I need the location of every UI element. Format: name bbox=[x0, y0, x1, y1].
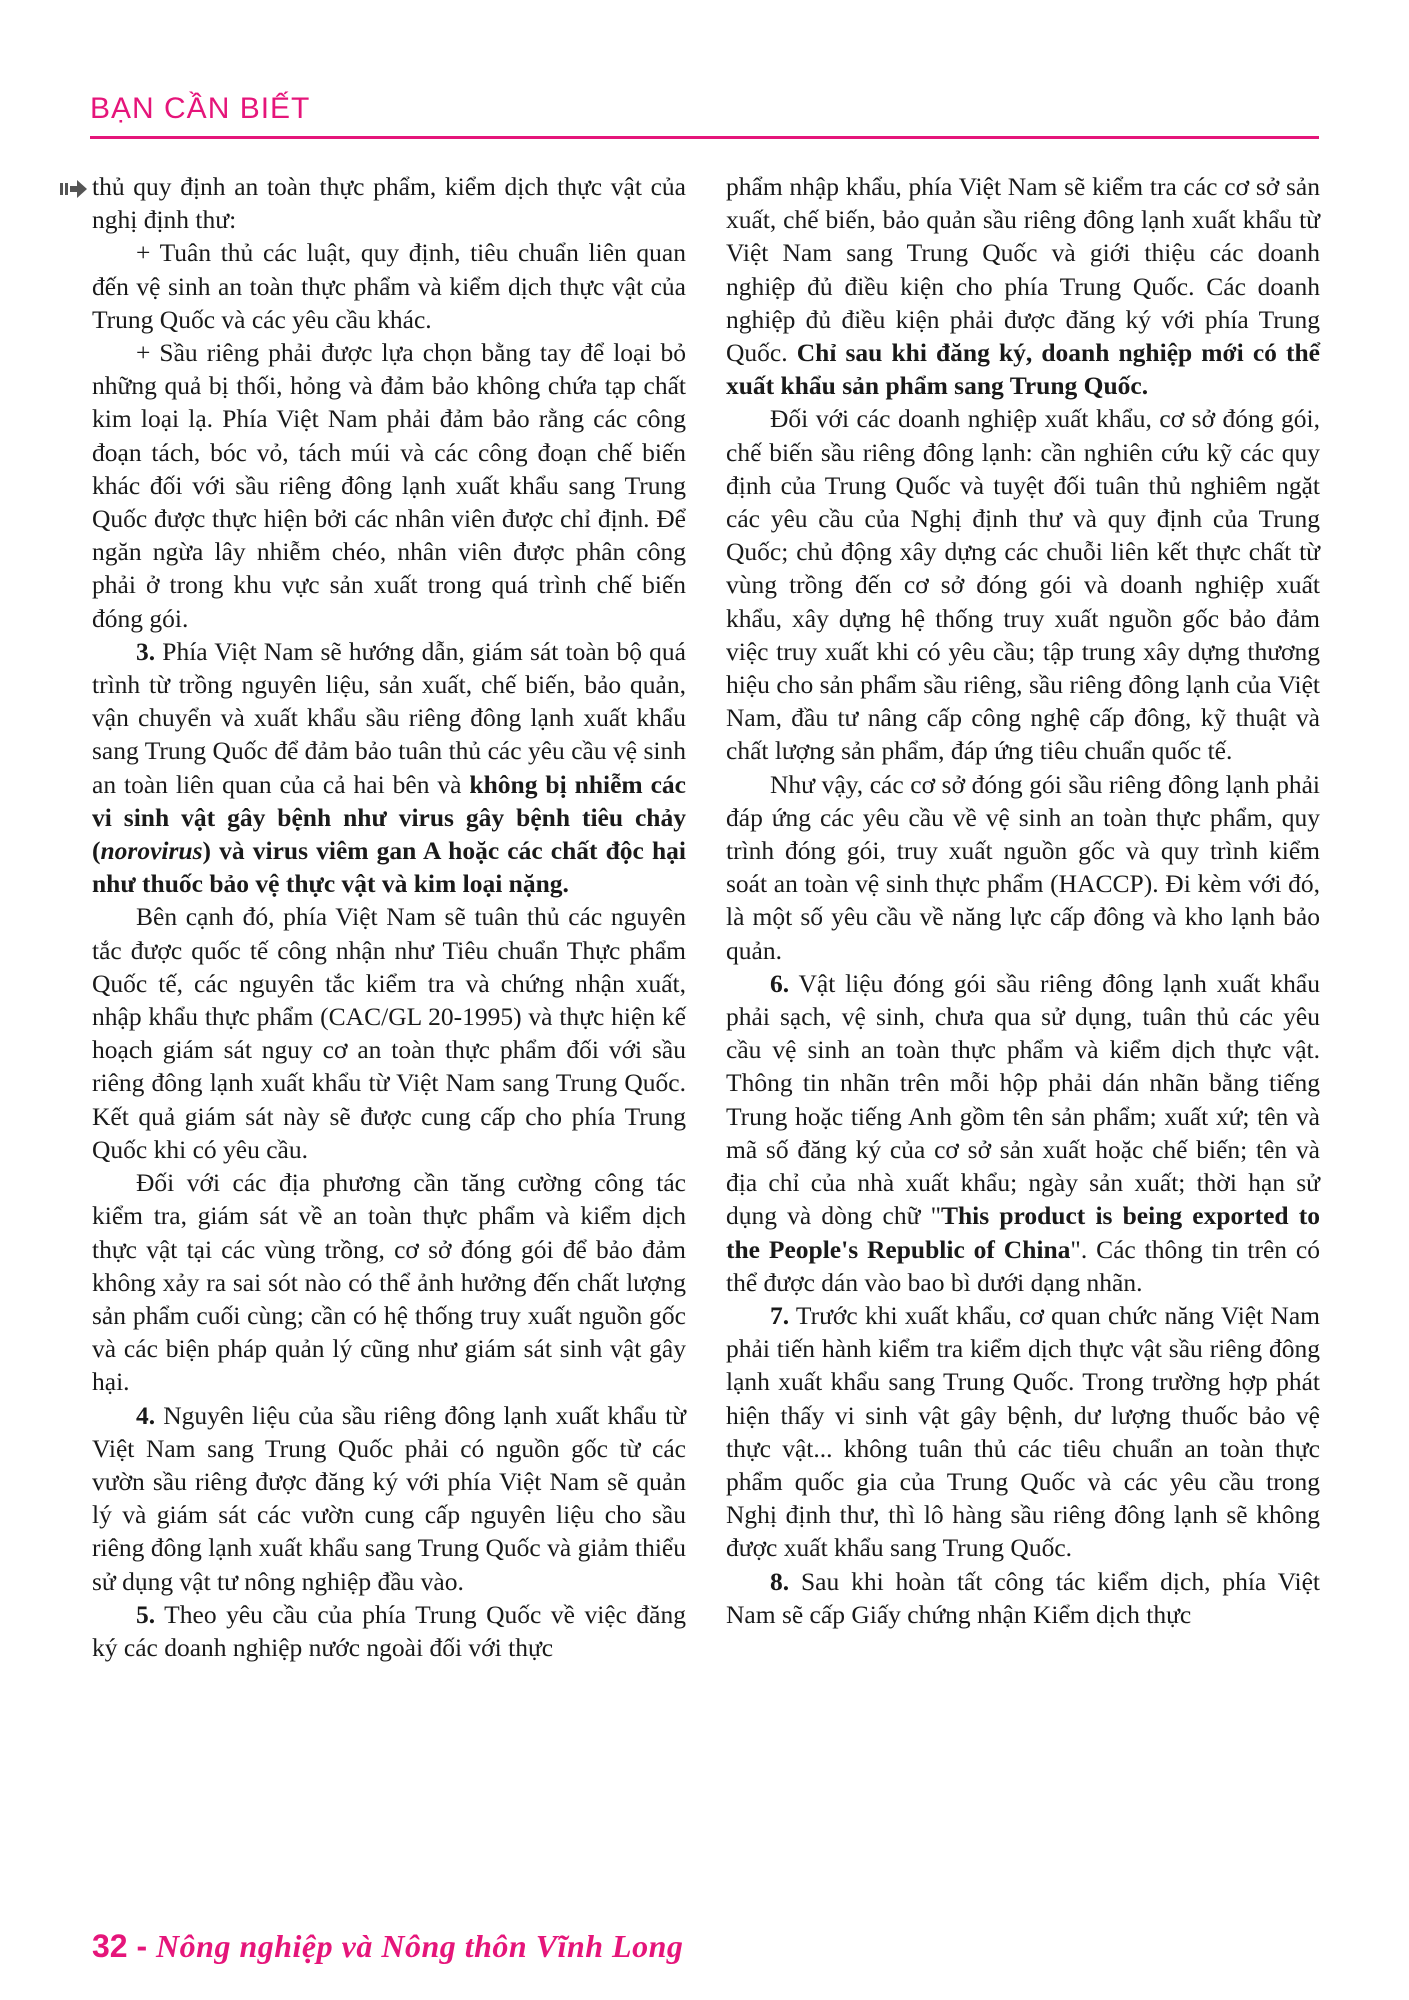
bold-text: This product is being exported to the People's Republic of China bbox=[726, 1201, 1320, 1264]
item-number: 5. bbox=[136, 1599, 156, 1629]
item-number: 3. bbox=[136, 636, 156, 666]
item-number: 6. bbox=[770, 968, 790, 998]
paragraph bbox=[92, 1399, 686, 1598]
paragraph bbox=[726, 1565, 1320, 1631]
paragraph-text: Trước khi xuất khẩu, cơ quan chức năng Việt Nam phải tiến hành kiểm tra kiểm dịch thực vật sầu riêng đông lạnh xuất khẩu sang Trung Quốc. Trong trường hợp phát hiện thấy vi sinh vật gây bệnh, dư lượng thuốc bảo vệ thực vật... không tuân thủ các tiêu chuẩn an toàn thực phẩm quốc gia của Trung Quốc và các yêu cầu trong Nghị định thư, thì lô hàng sầu riêng đông lạnh sẽ không được xuất khẩu sang Trung Quốc. bbox=[726, 1300, 1320, 1563]
paragraph bbox=[726, 967, 1320, 1299]
paragraph-text: Nguyên liệu của sầu riêng đông lạnh xuất khẩu từ Việt Nam sang Trung Quốc phải có nguồn gốc từ các vườn sầu riêng được đăng ký với phía Việt Nam sẽ quản lý và giám sát các vườn cung cấp nguyên liệu cho sầu riêng đông lạnh xuất khẩu sang Trung Quốc và giảm thiểu sử dụng vật tư nông nghiệp đầu vào. bbox=[92, 1400, 686, 1596]
paragraph bbox=[92, 635, 686, 901]
footer-separator: - bbox=[127, 1928, 157, 1964]
bold-text: Chỉ sau khi đăng ký, doanh nghiệp mới có thể xuất khẩu sản phẩm sang Trung Quốc. bbox=[726, 338, 1320, 401]
paragraph-text: Vật liệu đóng gói sầu riêng đông lạnh xuất khẩu phải sạch, vệ sinh, chưa qua sử dụng, tuân thủ các yêu cầu vệ sinh an toàn thực phẩm và kiểm dịch thực vật. Thông tin nhãn trên mỗi hộp phải dán nhãn bằng tiếng Trung hoặc tiếng Anh gồm tên sản phẩm; xuất xứ; tên và mã số đăng ký của cơ sở sản xuất hoặc chế biến; tên và địa chỉ của nhà xuất khẩu; ngày sản xuất; thời hạn sử dụng và dòng chữ " bbox=[726, 968, 1320, 1231]
section-header: BẠN CẦN BIẾT bbox=[90, 92, 311, 125]
item-number: 4. bbox=[136, 1400, 156, 1430]
bold-text: ) và virus viêm gan A hoặc các chất độc hại như thuốc bảo vệ thực vật và kim loại nặng. bbox=[92, 836, 686, 899]
page-number: 32 bbox=[92, 1928, 128, 1964]
item-number: 7. bbox=[770, 1300, 790, 1330]
paragraph: Đối với các doanh nghiệp xuất khẩu, cơ sở đóng gói, chế biến sầu riêng đông lạnh: cần nghiên cứu kỹ các quy định của Trung Quốc và tuyệt đối tuân thủ nghiêm ngặt các yêu cầu của Nghị định thư và quy định của Trung Quốc; chủ động xây dựng các chuỗi liên kết thực chất từ vùng trồng đến cơ sở đóng gói và doanh nghiệp xuất khẩu, xây dựng hệ thống truy xuất nguồn gốc bảo đảm việc truy xuất khi có yêu cầu; tập trung xây dựng thương hiệu cho sản phẩm sầu riêng, sầu riêng đông lạnh của Việt Nam, đầu tư nâng cấp công nghệ cấp đông, kỹ thuật và chất lượng sản phẩm, đáp ứng tiêu chuẩn quốc tế. bbox=[726, 404, 1320, 766]
left-column bbox=[92, 170, 686, 1664]
paragraph bbox=[726, 1299, 1320, 1565]
paragraph: thủ quy định an toàn thực phẩm, kiểm dịch thực vật của nghị định thư: bbox=[92, 172, 686, 235]
right-column bbox=[726, 170, 1320, 1631]
paragraph-text: Phía Việt Nam sẽ hướng dẫn, giám sát toàn bộ quá trình từ trồng nguyên liệu, sản xuất, chế biến, bảo quản, vận chuyển và xuất khẩu sầu riêng đông lạnh xuất khẩu sang Trung Quốc để đảm bảo tuân thủ các yêu cầu vệ sinh an toàn liên quan của cả hai bên và bbox=[92, 636, 686, 799]
paragraph: + Sầu riêng phải được lựa chọn bằng tay để loại bỏ những quả bị thối, hỏng và đảm bảo không chứa tạp chất kim loại lạ. Phía Việt Nam phải đảm bảo rằng các công đoạn tách, bóc vỏ, tách múi và các công đoạn chế biến khác đối với sầu riêng đông lạnh xuất khẩu sang Trung Quốc được thực hiện bởi các nhân viên được chỉ định. Để ngăn ngừa lây nhiễm chéo, nhân viên được phân công phải ở trong khu vực sản xuất trong quá trình chế biến đóng gói. bbox=[92, 338, 686, 633]
paragraph-text: ". Các thông tin trên có thể được dán vào bao bì dưới dạng nhãn. bbox=[726, 1234, 1320, 1297]
item-number: 8. bbox=[770, 1566, 790, 1596]
paragraph bbox=[726, 170, 1320, 402]
arrow-right-icon bbox=[60, 178, 88, 200]
header-rule bbox=[90, 136, 1319, 139]
paragraph: + Tuân thủ các luật, quy định, tiêu chuẩn liên quan đến vệ sinh an toàn thực phẩm và kiểm dịch thực vật của Trung Quốc và các yêu cầu khác. bbox=[92, 238, 686, 334]
paragraph-text: phẩm nhập khẩu, phía Việt Nam sẽ kiểm tra các cơ sở sản xuất, chế biến, bảo quản sầu riêng đông lạnh xuất khẩu từ Việt Nam sang Trung Quốc và giới thiệu các doanh nghiệp đủ điều kiện cho phía Trung Quốc. Các doanh nghiệp đủ điều kiện phải được đăng ký với phía Trung Quốc. bbox=[726, 172, 1320, 368]
page-footer bbox=[92, 1928, 683, 1965]
paragraph: Bên cạnh đó, phía Việt Nam sẽ tuân thủ các nguyên tắc được quốc tế công nhận như Tiêu chuẩn Thực phẩm Quốc tế, các nguyên tắc kiểm tra và chứng nhận xuất, nhập khẩu thực phẩm (CAC/GL 20-1995) và thực hiện kế hoạch giám sát nguy cơ an toàn thực phẩm đối với sầu riêng đông lạnh xuất khẩu từ Việt Nam sang Trung Quốc. Kết quả giám sát này sẽ được cung cấp cho phía Trung Quốc khi có yêu cầu. bbox=[92, 902, 686, 1164]
paragraph-text: Theo yêu cầu của phía Trung Quốc về việc đăng ký các doanh nghiệp nước ngoài đối với thực bbox=[92, 1599, 686, 1662]
paragraph: Đối với các địa phương cần tăng cường công tác kiểm tra, giám sát về an toàn thực phẩm và kiểm dịch thực vật tại các vùng trồng, cơ sở đóng gói để bảo đảm không xảy ra sai sót nào có thể ảnh hưởng đến chất lượng sản phẩm cuối cùng; cần có hệ thống truy xuất nguồn gốc và các biện pháp quản lý cũng như giám sát sinh vật gây hại. bbox=[92, 1168, 686, 1397]
magazine-title: Nông nghiệp và Nông thôn Vĩnh Long bbox=[156, 1928, 684, 1964]
paragraph-text: Sau khi hoàn tất công tác kiểm dịch, phía Việt Nam sẽ cấp Giấy chứng nhận Kiểm dịch thực bbox=[726, 1566, 1320, 1629]
paragraph: Như vậy, các cơ sở đóng gói sầu riêng đông lạnh phải đáp ứng các yêu cầu về vệ sinh an toàn thực phẩm, quy trình đóng gói, truy xuất nguồn gốc và quy trình kiểm soát an toàn vệ sinh thực phẩm (HACCP). Đi kèm với đó, là một số yêu cầu về năng lực cấp đông và kho lạnh bảo quản. bbox=[726, 769, 1320, 965]
bold-text: không bị nhiễm các vi sinh vật gây bệnh như virus gây bệnh tiêu chảy ( bbox=[92, 769, 686, 866]
paragraph bbox=[92, 1598, 686, 1664]
bold-italic-text: norovirus bbox=[100, 836, 203, 866]
